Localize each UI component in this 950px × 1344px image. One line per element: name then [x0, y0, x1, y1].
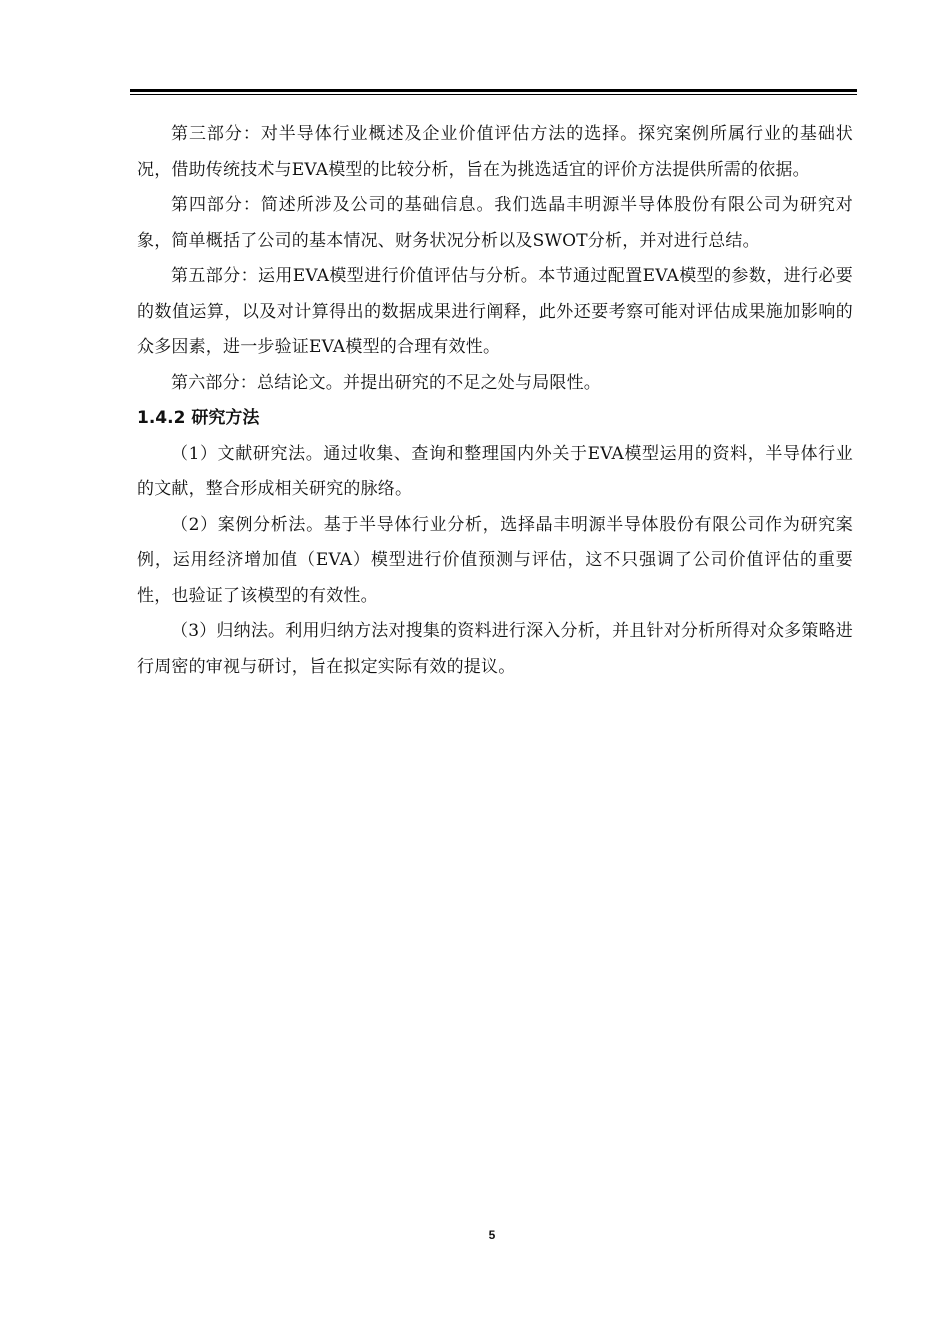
paragraph-part-three: 第三部分：对半导体行业概述及企业价值评估方法的选择。探究案例所属行业的基础状况，借助传统技术与EVA模型的比较分析，旨在为挑选适宜的评价方法提供所需的依据。	[137, 124, 853, 180]
paragraph-method-induction: （3）归纳法。利用归纳方法对搜集的资料进行深入分析，并且针对分析所得对众多策略进行周密的审视与研讨，旨在拟定实际有效的提议。	[137, 621, 853, 677]
paragraph-method-literature: （1）文献研究法。通过收集、查询和整理国内外关于EVA模型运用的资料，半导体行业的文献，整合形成相关研究的脉络。	[137, 443, 853, 499]
document-body	[137, 117, 853, 685]
paragraph-part-six: 第六部分：总结论文。并提出研究的不足之处与局限性。	[171, 372, 601, 393]
page-number: 5	[488, 1228, 496, 1242]
header-rule-thick	[130, 89, 857, 92]
section-heading: 1.4.2 研究方法	[137, 408, 260, 428]
paragraph-part-four: 第四部分：简述所涉及公司的基础信息。我们选晶丰明源半导体股份有限公司为研究对象，简单概括了公司的基本情况、财务状况分析以及SWOT分析，并对进行总结。	[137, 195, 853, 251]
paragraph-part-five: 第五部分：运用EVA模型进行价值评估与分析。本节通过配置EVA模型的参数，进行必要的数值运算，以及对计算得出的数据成果进行阐释，此外还要考察可能对评估成果施加影响的众多因素，进一步验证EVA模型的合理有效性。	[137, 266, 853, 357]
header-rule	[130, 89, 857, 96]
paragraph-method-case: （2）案例分析法。基于半导体行业分析，选择晶丰明源半导体股份有限公司作为研究案例，运用经济增加值（EVA）模型进行价值预测与评估，这不只强调了公司价值评估的重要性，也验证了该模型的有效性。	[137, 514, 853, 606]
header-rule-thin	[130, 94, 857, 95]
